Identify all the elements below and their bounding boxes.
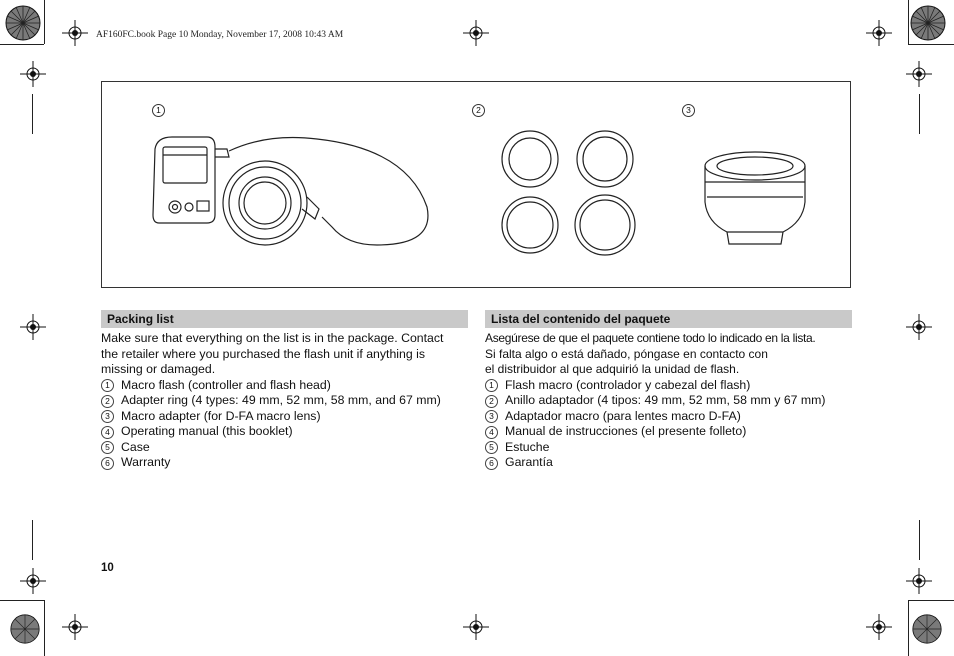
crop-line <box>908 600 954 601</box>
registration-disc-bottom-left <box>10 614 40 644</box>
list-item <box>485 378 852 394</box>
list-item <box>485 409 852 425</box>
intro-line: Asegúrese de que el paquete contiene todo lo indicado en la lista. <box>485 331 816 345</box>
crosshair-mark-top-center-left <box>62 20 88 46</box>
crop-line <box>919 94 920 134</box>
crop-line <box>908 44 954 45</box>
macro-adapter-illustration <box>697 142 817 252</box>
item-number: 4 <box>485 426 498 439</box>
item-list <box>485 378 852 471</box>
intro-line: Si falta algo o está dañado, póngase en contacto con <box>485 346 768 361</box>
item-text: Case <box>121 439 150 454</box>
crosshair-mark-top-center <box>463 20 489 46</box>
crosshair-mark-bottom-left <box>62 614 88 640</box>
item-text: Adapter ring (4 types: 49 mm, 52 mm, 58 mm, and 67 mm) <box>121 393 441 408</box>
registration-disc-top-right <box>910 5 946 41</box>
list-item <box>485 393 852 409</box>
list-item <box>485 455 852 471</box>
list-item <box>485 424 852 440</box>
item-number: 1 <box>485 379 498 392</box>
item-number: 2 <box>101 395 114 408</box>
crop-line <box>908 0 909 44</box>
item-text: Warranty <box>121 455 171 470</box>
crop-line <box>44 0 45 44</box>
list-item <box>101 378 468 394</box>
crop-line <box>0 44 44 45</box>
item-number: 3 <box>485 410 498 423</box>
intro-text <box>101 331 468 378</box>
figure-label-3: 3 <box>682 104 695 117</box>
list-item <box>101 409 468 425</box>
book-header: AF160FC.book Page 10 Monday, November 17, 2008 10:43 AM <box>96 30 344 40</box>
item-number: 6 <box>101 457 114 470</box>
item-text: Estuche <box>505 439 550 454</box>
registration-disc-bottom-right <box>912 614 942 644</box>
item-number: 2 <box>485 395 498 408</box>
intro-line: el distribuidor al que adquirió la unidad de flash. <box>485 362 740 377</box>
item-number: 6 <box>485 457 498 470</box>
item-number: 1 <box>101 379 114 392</box>
page-number: 10 <box>101 562 114 574</box>
crosshair-mark-left-middle <box>20 314 46 340</box>
item-number: 5 <box>101 441 114 454</box>
list-item <box>101 393 468 409</box>
crop-line <box>908 600 909 656</box>
section-heading: Lista del contenido del paquete <box>485 310 852 328</box>
crosshair-mark-top-right <box>866 20 892 46</box>
crosshair-mark-right-lower <box>906 568 932 594</box>
item-text: Macro adapter (for D-FA macro lens) <box>121 408 321 423</box>
intro-text <box>485 331 852 378</box>
intro-line: Make sure that everything on the list is in the package. Contact <box>101 331 444 345</box>
crop-line <box>32 520 33 560</box>
crosshair-mark-bottom-center <box>463 614 489 640</box>
item-number: 5 <box>485 441 498 454</box>
item-number: 4 <box>101 426 114 439</box>
crop-line <box>0 600 44 601</box>
item-text: Flash macro (controlador y cabezal del flash) <box>505 377 751 392</box>
section-heading: Packing list <box>101 310 468 328</box>
item-number: 3 <box>101 410 114 423</box>
item-text: Adaptador macro (para lentes macro D-FA) <box>505 408 741 423</box>
crosshair-mark-bottom-right <box>866 614 892 640</box>
list-item <box>485 440 852 456</box>
crop-line <box>44 600 45 656</box>
list-item <box>101 424 468 440</box>
english-packing-list <box>101 310 468 471</box>
figure-label-1: 1 <box>152 104 165 117</box>
figure-label-2: 2 <box>472 104 485 117</box>
intro-line: missing or damaged. <box>101 362 216 377</box>
registration-disc-top-left <box>5 5 41 41</box>
crosshair-mark-left-lower <box>20 568 46 594</box>
spanish-packing-list <box>485 310 852 471</box>
item-text: Macro flash (controller and flash head) <box>121 377 331 392</box>
adapter-rings-illustration <box>497 127 642 257</box>
macro-flash-illustration <box>147 127 437 257</box>
crop-line <box>919 520 920 560</box>
crop-line <box>32 94 33 134</box>
intro-line: the retailer where you purchased the flash unit if anything is <box>101 346 426 361</box>
list-item <box>101 440 468 456</box>
item-list <box>101 378 468 471</box>
package-contents-figure <box>101 81 851 288</box>
item-text: Operating manual (this booklet) <box>121 424 293 439</box>
crosshair-mark-right-upper <box>906 61 932 87</box>
item-text: Garantía <box>505 455 553 470</box>
crosshair-mark-right-middle <box>906 314 932 340</box>
item-text: Manual de instrucciones (el presente folleto) <box>505 424 747 439</box>
list-item <box>101 455 468 471</box>
crosshair-mark-left-upper <box>20 61 46 87</box>
item-text: Anillo adaptador (4 tipos: 49 mm, 52 mm, 58 mm y 67 mm) <box>505 393 826 408</box>
